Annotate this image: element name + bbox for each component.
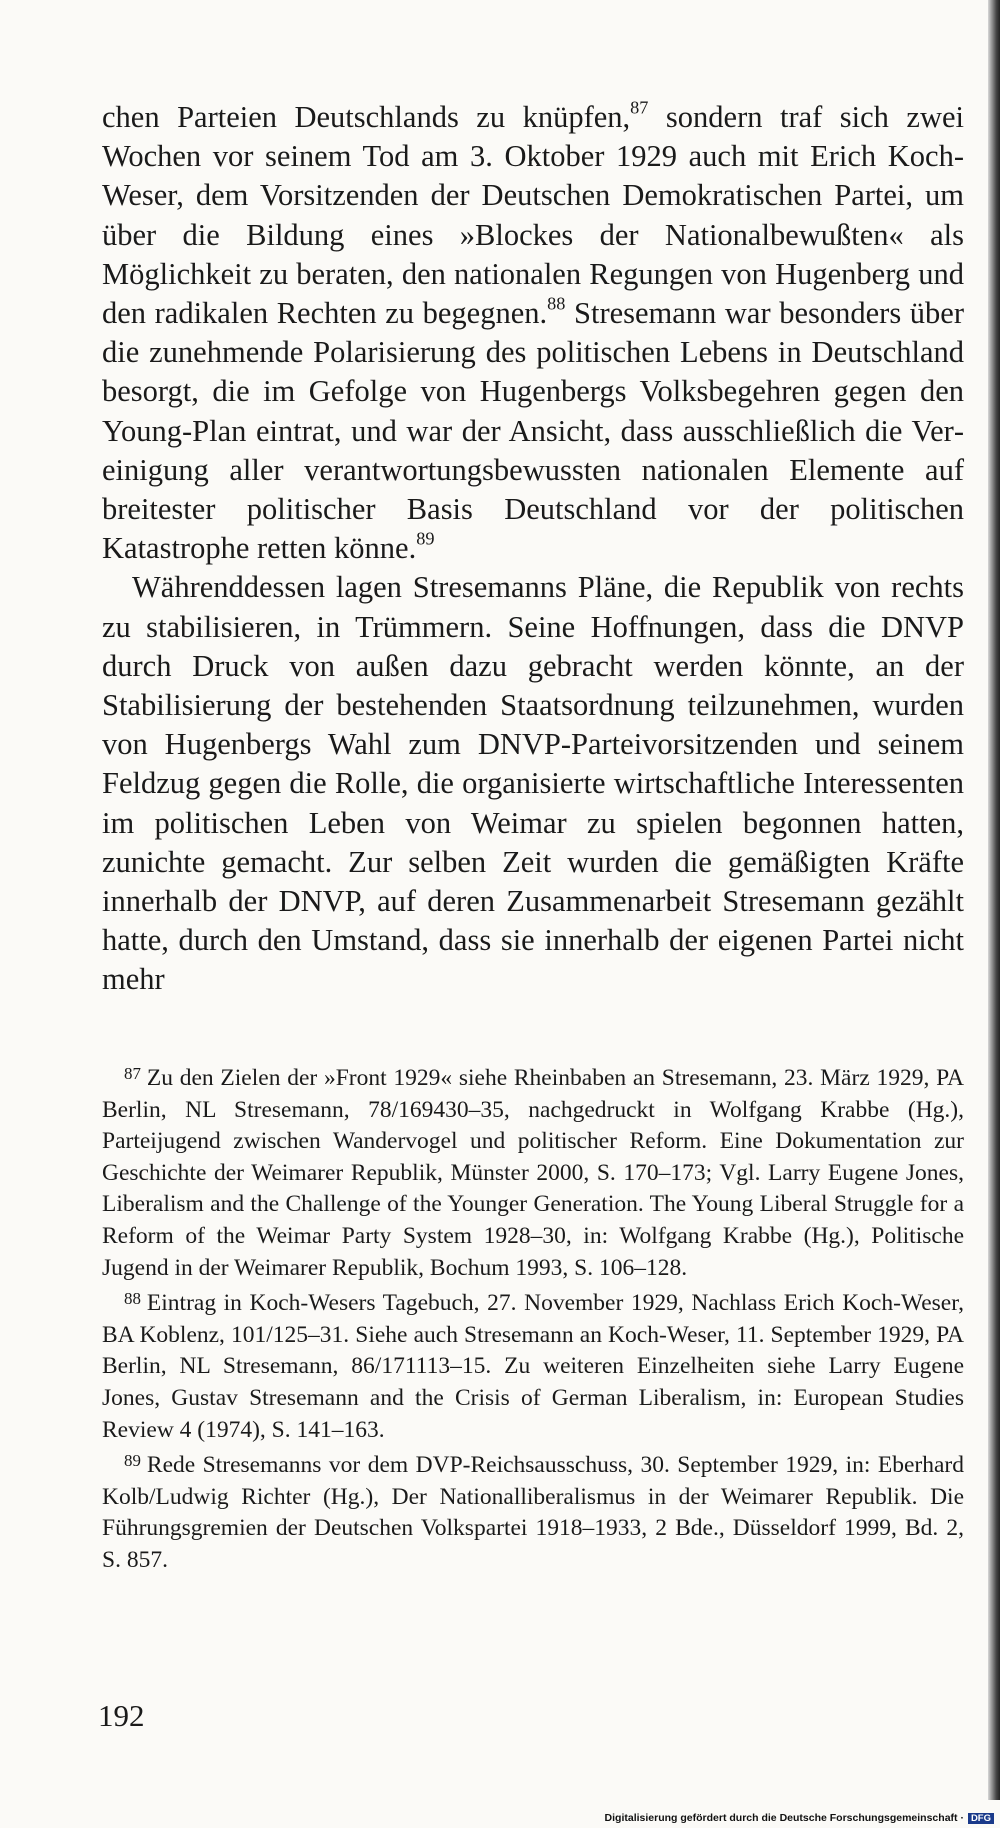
- footnote-89: [102, 1450, 964, 1576]
- digitization-credit-text: Digitalisierung gefördert durch die Deutsche Forschungsgemeinschaft ·: [604, 1812, 964, 1824]
- footnote-number: 88: [124, 1289, 141, 1309]
- footnote-text: Eintrag in Koch-Wesers Tagebuch, 27. November 1929, Nachlass Erich Koch-Weser, BA Koblenz, 101/125–31. Siehe auch Stresemann an Koch-Weser, 11. September 1929, PA Berlin, NL Stresemann, 86/171113–15. Zu weiteren Einzelheiten siehe Larry Eugene Jones, Gustav Stresemann and the Crisis of German Liberalism, in: European Studies Review 4 (1974), S. 141–163.: [102, 1290, 964, 1443]
- footnote-ref-87: 87: [630, 97, 649, 118]
- paragraph-1-part-3: Stresemann war besonders über die zunehmende Polarisierung des politischen Lebens in Deutschland besorgt, die im Gefolge von Hugenbergs Volksbegehren gegen den Young-Plan eintrat, und war der Ansicht, dass ausschließlich die Vereinigung aller verantwortungsbewussten nationalen Elemente auf breitester politischer Basis Deutschland vor der politischen Katastrophe retten könne.: [102, 296, 964, 566]
- footnote-87: [102, 1063, 964, 1284]
- footnote-number: 89: [124, 1451, 141, 1471]
- paragraph-1: [102, 98, 964, 568]
- page-edge-shadow: [988, 0, 1000, 1800]
- paragraph-1-part-1: chen Parteien Deutschlands zu knüpfen,: [102, 100, 631, 134]
- footnote-ref-88: 88: [547, 293, 566, 314]
- footnote-text: Rede Stresemanns vor dem DVP-Reichsausschuss, 30. September 1929, in: Eberhard Kolb/Ludwig Richter (Hg.), Der Nationalliberalismus in der Weimarer Republik. Die Führungsgremien der Deutschen Volkspartei 1918–1933, 2 Bde., Düsseldorf 1999, Bd. 2, S. 857.: [102, 1452, 964, 1573]
- digitization-credit: [605, 1812, 994, 1824]
- page-number: 192: [98, 1698, 145, 1733]
- footnotes: [102, 1063, 964, 1581]
- footnote-ref-89: 89: [416, 528, 435, 549]
- footnote-88: [102, 1288, 964, 1446]
- paragraph-2: Währenddessen lagen Stresemanns Pläne, die Republik von rechts zu stabilisieren, in Trümmern. Seine Hoffnungen, dass die DNVP durch Druck von außen dazu gebracht werden könnte, an der Stabilisierung der bestehenden Staatsordnung teilzunehmen, wurden von Hugenbergs Wahl zum DNVP-Parteivorsitzenden und seinem Feldzug gegen die Rolle, die organisierte wirtschaftliche Interessenten im politischen Leben von Weimar zu spielen begonnen hatten, zunichte gemacht. Zur selben Zeit wurden die gemäßigten Kräfte innerhalb der DNVP, auf deren Zusammenarbeit Stresemann gezählt hatte, durch den Umstand, dass sie innerhalb der eigenen Partei nicht mehr: [102, 570, 964, 997]
- paragraph-1-part-2: sondern traf sich zwei Wochen vor seinem Tod am 3. Oktober 1929 auch mit Erich Koch-Weser, dem Vorsitzenden der Deutschen Demokratischen Partei, um über die Bildung eines »Blockes der Nationalbewußten« als Möglichkeit zu beraten, den nationalen Regungen von Hugenberg und den radikalen Rechten zu begegnen.: [102, 100, 964, 331]
- footnote-number: 87: [124, 1064, 141, 1084]
- main-text: [102, 98, 964, 1000]
- footnote-text: Zu den Zielen der »Front 1929« siehe Rheinbaben an Stresemann, 23. März 1929, PA Berlin, NL Stresemann, 78/169430–35, nachgedruckt in Wolfgang Krabbe (Hg.), Parteijugend zwischen Wandervogel und politischer Reform. Eine Dokumentation zur Geschichte der Weimarer Republik, Münster 2000, S. 170–173; Vgl. Larry Eugene Jones, Liberalism and the Challenge of the Younger Generation. The Young Liberal Struggle for a Reform of the Weimar Party System 1928–30, in: Wolfgang Krabbe (Hg.), Politische Jugend in der Weimarer Republik, Bochum 1993, S. 106–128.: [102, 1065, 964, 1281]
- dfg-logo: DFG: [968, 1813, 994, 1824]
